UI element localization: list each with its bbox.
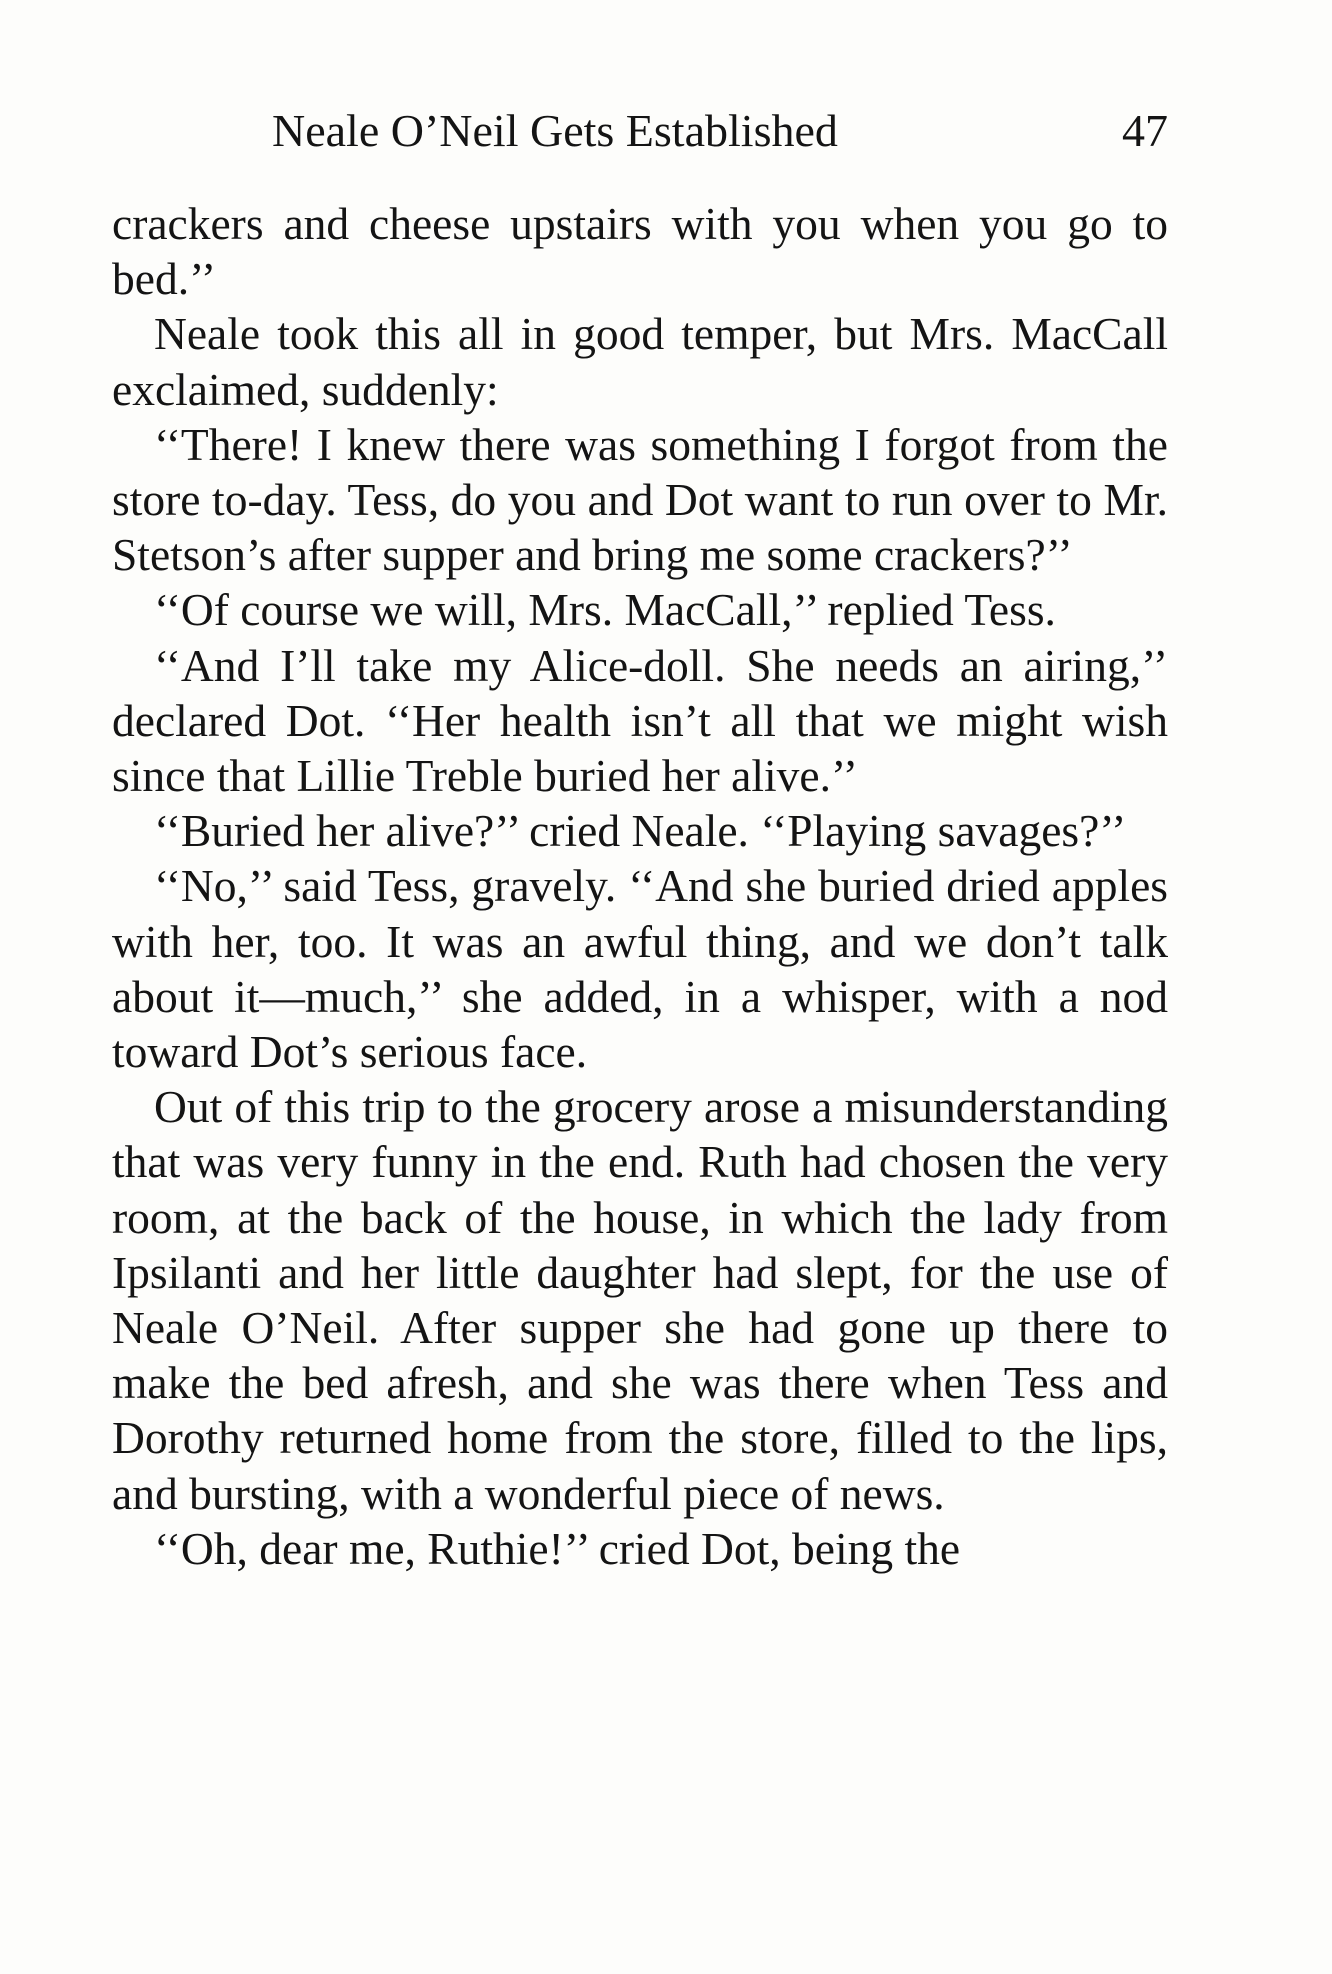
paragraph: Neale took this all in good temper, but Mrs. MacCall exclaimed, suddenly: bbox=[112, 308, 1168, 415]
body-text bbox=[112, 196, 1168, 1576]
paragraph: ‘‘Buried her alive?’’ cried Neale. ‘‘Playing savages?’’ bbox=[154, 805, 1127, 857]
paragraph: ‘‘And I’ll take my Alice-doll. She needs an airing,’’ declared Dot. ‘‘Her health isn’t all that we might wish since that Lillie Treble buried her alive.’’ bbox=[112, 639, 1168, 802]
paragraph: Out of this trip to the grocery arose a misunderstanding that was very funny in the end. Ruth had chosen the very room, at the back of the house, in which the lady from Ipsilanti and her little daughter had slept, for the use of Neale O’Neil. After supper she had gone up there to make the bed afresh, and she was there when Tess and Dorothy returned home from the store, filled to the lips, and bursting, with a wonderful piece of news. bbox=[112, 1081, 1168, 1519]
paragraph: ‘‘Of course we will, Mrs. MacCall,’’ replied Tess. bbox=[154, 584, 1056, 636]
paragraph: ‘‘No,’’ said Tess, gravely. ‘‘And she buried dried apples with her, too. It was an awful thing, and we don’t talk about it—much,’’ she added, in a whisper, with a nod toward Dot’s serious face. bbox=[112, 860, 1168, 1078]
paragraph-last: ‘‘Oh, dear me, Ruthie!’’ cried Dot, being the bbox=[154, 1522, 961, 1574]
running-head bbox=[112, 104, 1168, 164]
paragraph-continuation: crackers and cheese upstairs with you when you go to bed.’’ bbox=[112, 198, 1168, 305]
page-number: 47 bbox=[1122, 105, 1168, 156]
paragraph: ‘‘There! I knew there was something I forgot from the store to-day. Tess, do you and Dot want to run over to Mr. Stetson’s after supper and bring me some crackers?’’ bbox=[112, 418, 1168, 581]
running-title: Neale O’Neil Gets Established bbox=[272, 105, 838, 156]
